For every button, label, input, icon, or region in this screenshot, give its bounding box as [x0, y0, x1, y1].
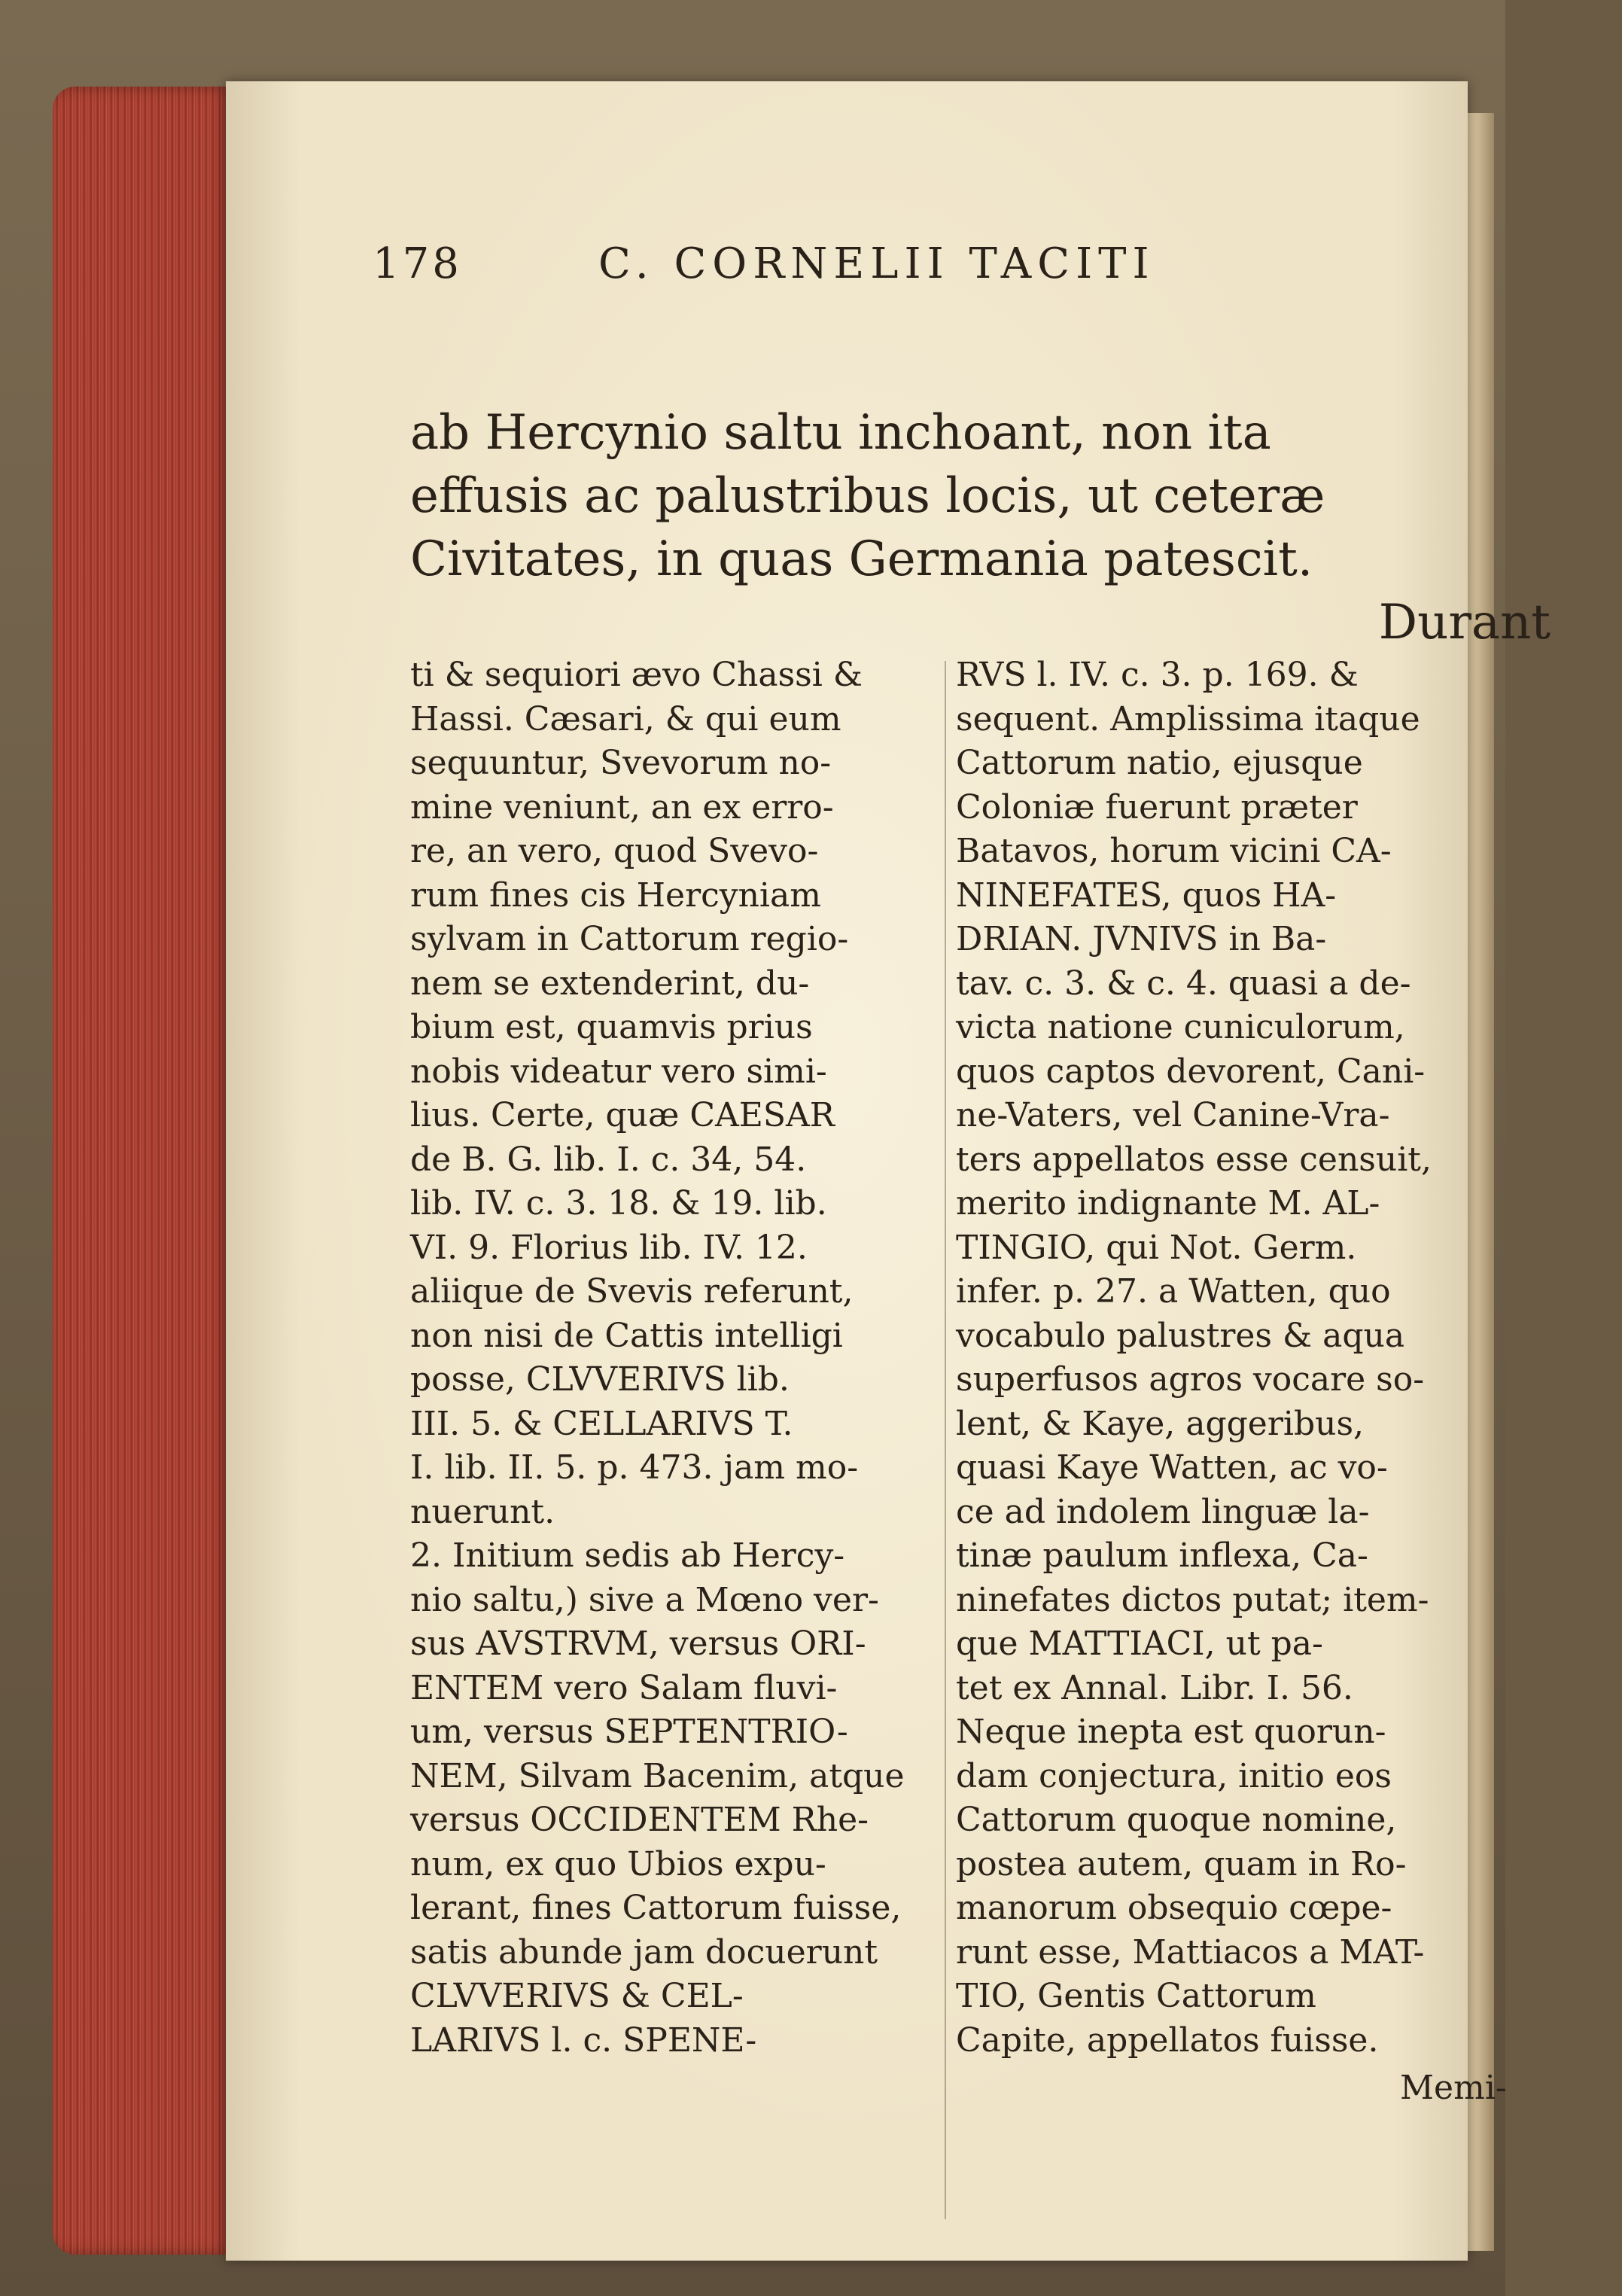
note-line: lent, & Kaye, aggeribus, [956, 1404, 1365, 1443]
note-line: ENTEM vero Salam fluvi- [410, 1668, 838, 1707]
note-line: sylvam in Cattorum regio- [410, 920, 849, 958]
note-line: de B. G. lib. I. c. 34, 54. [410, 1140, 807, 1179]
note-line: ne-Vaters, vel Canine-Vra- [956, 1096, 1390, 1134]
note-line: Hassi. Cæsari, & qui eum [410, 699, 841, 738]
book-fore-edge [53, 87, 233, 2255]
left-column-notes [410, 653, 941, 2227]
intro-paragraph [410, 401, 1622, 657]
note-line: quasi Kaye Watten, ac vo- [956, 1448, 1388, 1487]
note-line: DRIAN. JVNIVS in Ba- [956, 920, 1327, 958]
intro-line: ab Hercynio saltu inchoant, non ita [410, 405, 1271, 461]
note-line: que MATTIACI, ut pa- [956, 1625, 1323, 1663]
note-line: ninefates dictos putat; item- [956, 1580, 1429, 1619]
note-line: Cattorum quoque nomine, [956, 1801, 1397, 1839]
note-line: Batavos, horum vicini CA- [956, 832, 1392, 870]
note-line: runt esse, Mattiacos a MAT- [956, 1932, 1425, 1972]
note-line: NEM, Silvam Bacenim, atque [410, 1756, 905, 1795]
note-line: sequent. Amplissima itaque [956, 699, 1420, 738]
note-line: num, ex quo Ubios expu- [410, 1844, 826, 1883]
note-line: ti & sequiori ævo Chassi & [410, 656, 863, 694]
note-line: aliique de Svevis referunt, [410, 1272, 854, 1311]
note-line: posse, CLVVERIVS lib. [410, 1360, 790, 1399]
note-line: re, an vero, quod Svevo- [410, 832, 819, 870]
note-line: non nisi de Cattis intelligi [410, 1316, 843, 1355]
note-line: Cattorum natio, ejusque [956, 744, 1363, 782]
note-line: bium est, quamvis prius [410, 1008, 813, 1046]
intro-line: Civitates, in quas Germania patescit. [410, 531, 1313, 587]
note-line: rum fines cis Hercyniam [410, 875, 821, 915]
note-line: superfusos agros vocare so- [956, 1360, 1425, 1399]
column-divider [945, 661, 946, 2219]
running-head: C. CORNELII TACITI [598, 239, 1155, 288]
note-line: I. lib. II. 5. p. 473. jam mo- [410, 1448, 859, 1487]
note-line: lib. IV. c. 3. 18. & 19. lib. [410, 1184, 827, 1223]
note-line: mine veniunt, an ex erro- [410, 787, 834, 827]
note-line: CLVVERIVS & CEL- [410, 1977, 744, 2015]
note-line: infer. p. 27. a Watten, quo [956, 1272, 1391, 1311]
note-line: manorum obsequio cœpe- [956, 1889, 1392, 1927]
note-line: merito indignante M. AL- [956, 1184, 1380, 1223]
right-column-notes [956, 653, 1483, 2227]
book-page [226, 81, 1550, 2261]
note-line: 2. Initium sedis ab Hercy- [410, 1536, 845, 1575]
note-line: TIO, Gentis Cattorum [956, 1977, 1316, 2015]
note-line: quos captos devorent, Cani- [956, 1052, 1426, 1091]
note-line: ters appellatos esse censuit, [956, 1140, 1432, 1179]
note-line: victa natione cuniculorum, [956, 1008, 1405, 1046]
note-line: tav. c. 3. & c. 4. quasi a de- [956, 964, 1411, 1003]
note-line: Coloniæ fuerunt præter [956, 787, 1358, 827]
intro-line: effusis ac palustribus locis, ut ceteræ [410, 468, 1325, 524]
note-line: III. 5. & CELLARIVS T. [410, 1404, 793, 1443]
page-header [373, 239, 1441, 300]
note-line: Neque inepta est quorun- [956, 1713, 1386, 1751]
note-line: tinæ paulum inflexa, Ca- [956, 1536, 1368, 1575]
note-line: nuerunt. [410, 1492, 555, 1531]
note-line: nobis videatur vero simi- [410, 1052, 827, 1091]
note-line: vocabulo palustres & aqua [956, 1316, 1405, 1355]
note-line: sequuntur, Svevorum no- [410, 744, 832, 782]
note-line: satis abunde jam docuerunt [410, 1932, 878, 1972]
note-line: NINEFATES, quos HA- [956, 875, 1337, 915]
note-line: lerant, fines Cattorum fuisse, [410, 1889, 902, 1927]
note-line: LARIVS l. c. SPENE- [410, 2020, 757, 2060]
note-line: lius. Certe, quæ CAESAR [410, 1096, 835, 1134]
note-line: TINGIO, qui Not. Germ. [956, 1228, 1357, 1267]
catchword: Memi- [1400, 2069, 1507, 2107]
note-line: VI. 9. Florius lib. IV. 12. [410, 1228, 808, 1267]
page-number: 178 [373, 239, 462, 288]
note-line: postea autem, quam in Ro- [956, 1844, 1407, 1883]
note-line: tet ex Annal. Libr. I. 56. [956, 1668, 1353, 1707]
note-line: sus AVSTRVM, versus ORI- [410, 1625, 866, 1663]
note-line: Capite, appellatos fuisse. [956, 2020, 1379, 2060]
note-line: dam conjectura, initio eos [956, 1756, 1392, 1795]
note-line: ce ad indolem linguæ la- [956, 1492, 1370, 1531]
note-line: um, versus SEPTENTRIO- [410, 1713, 848, 1751]
note-line: nem se extenderint, du- [410, 964, 810, 1003]
note-line: versus OCCIDENTEM Rhe- [410, 1801, 869, 1839]
note-line: nio saltu,) sive a Mœno ver- [410, 1580, 879, 1619]
note-line: RVS l. IV. c. 3. p. 169. & [956, 656, 1359, 694]
intro-line: Durant [1378, 595, 1550, 650]
